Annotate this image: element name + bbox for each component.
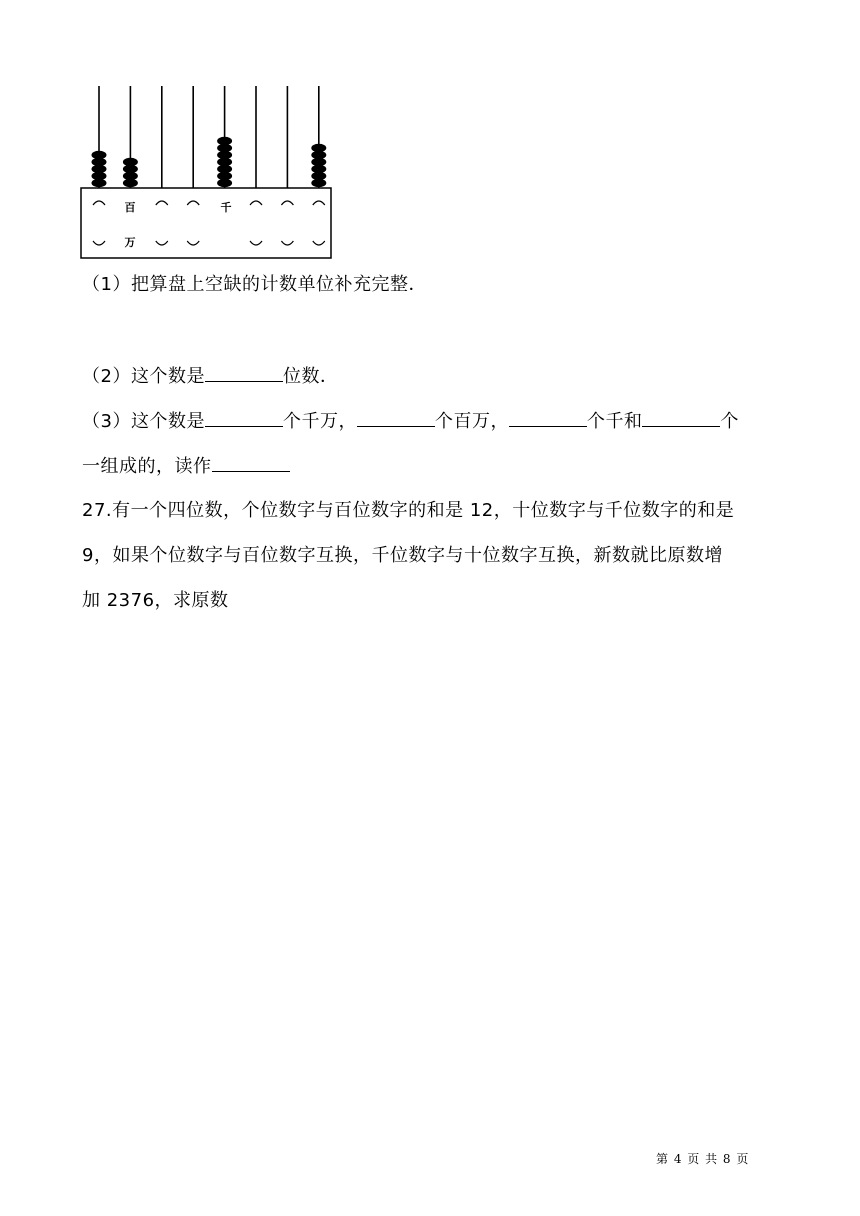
q27-text-line1: 27.有一个四位数，个位数字与百位数字的和是 12，十位数字与千位数字的和是 bbox=[82, 500, 735, 521]
abacus-bead bbox=[123, 158, 138, 166]
abacus-bracket-bottom bbox=[187, 241, 199, 245]
abacus-bracket-top bbox=[313, 201, 325, 205]
answer-blank-reading[interactable] bbox=[212, 451, 290, 472]
q26-part3-text-f: 一组成的，读作 bbox=[82, 456, 212, 477]
abacus-bracket-bottom bbox=[93, 241, 105, 245]
answer-blank-ones[interactable] bbox=[642, 406, 720, 427]
abacus-bracket-top bbox=[281, 201, 293, 205]
abacus-label-million: 万 bbox=[124, 236, 136, 249]
answer-blank-digits[interactable] bbox=[205, 361, 283, 382]
q26-part2-text-a: （2）这个数是 bbox=[82, 366, 205, 387]
abacus-bracket-top bbox=[93, 201, 105, 205]
q26-part1 bbox=[82, 270, 427, 300]
q27-text-line2: 9，如果个位数字与百位数字互换，千位数字与十位数字互换，新数就比原数增 bbox=[82, 545, 723, 566]
answer-blank-ten-millions[interactable] bbox=[205, 406, 283, 427]
q26-part3-text-c: 个百万， bbox=[434, 411, 509, 432]
abacus-bracket-bottom bbox=[281, 241, 293, 245]
q26-part3 bbox=[82, 406, 739, 437]
abacus-label-thousand: 千 bbox=[220, 201, 232, 214]
abacus-frame bbox=[81, 188, 331, 258]
q27-line1 bbox=[82, 496, 734, 526]
q27-line3 bbox=[82, 586, 229, 616]
abacus-figure bbox=[80, 84, 332, 260]
q26-part2 bbox=[82, 361, 338, 392]
q26-part3-text-e: 个 bbox=[720, 411, 739, 432]
abacus-bracket-top bbox=[187, 201, 199, 205]
abacus-bracket-top bbox=[250, 201, 262, 205]
q26-part1-text: （1）把算盘上空缺的计数单位补充完整． bbox=[82, 274, 427, 295]
abacus-bead bbox=[217, 137, 232, 145]
q27-line2 bbox=[82, 541, 723, 571]
abacus-bracket-top bbox=[156, 201, 168, 205]
q26-part3-cont bbox=[82, 451, 290, 482]
abacus-label-hundred: 百 bbox=[124, 201, 136, 214]
q26-part2-text-b: 位数． bbox=[282, 366, 339, 387]
abacus-bead bbox=[92, 151, 107, 159]
abacus-beads bbox=[92, 137, 327, 187]
answer-blank-millions[interactable] bbox=[357, 406, 435, 427]
abacus-bracket-bottom bbox=[250, 241, 262, 245]
abacus-bracket-bottom bbox=[156, 241, 168, 245]
q26-part3-text-b: 个千万， bbox=[282, 411, 357, 432]
q26-part3-text-d: 个千和 bbox=[586, 411, 643, 432]
abacus-bracket-bottom bbox=[313, 241, 325, 245]
answer-blank-thousands[interactable] bbox=[509, 406, 587, 427]
q26-part3-text-a: （3）这个数是 bbox=[82, 411, 205, 432]
q27-text-line3: 加 2376，求原数 bbox=[82, 590, 229, 611]
page-footer: 第 4 页 共 8 页 bbox=[656, 1152, 750, 1166]
abacus-bead bbox=[311, 144, 326, 152]
